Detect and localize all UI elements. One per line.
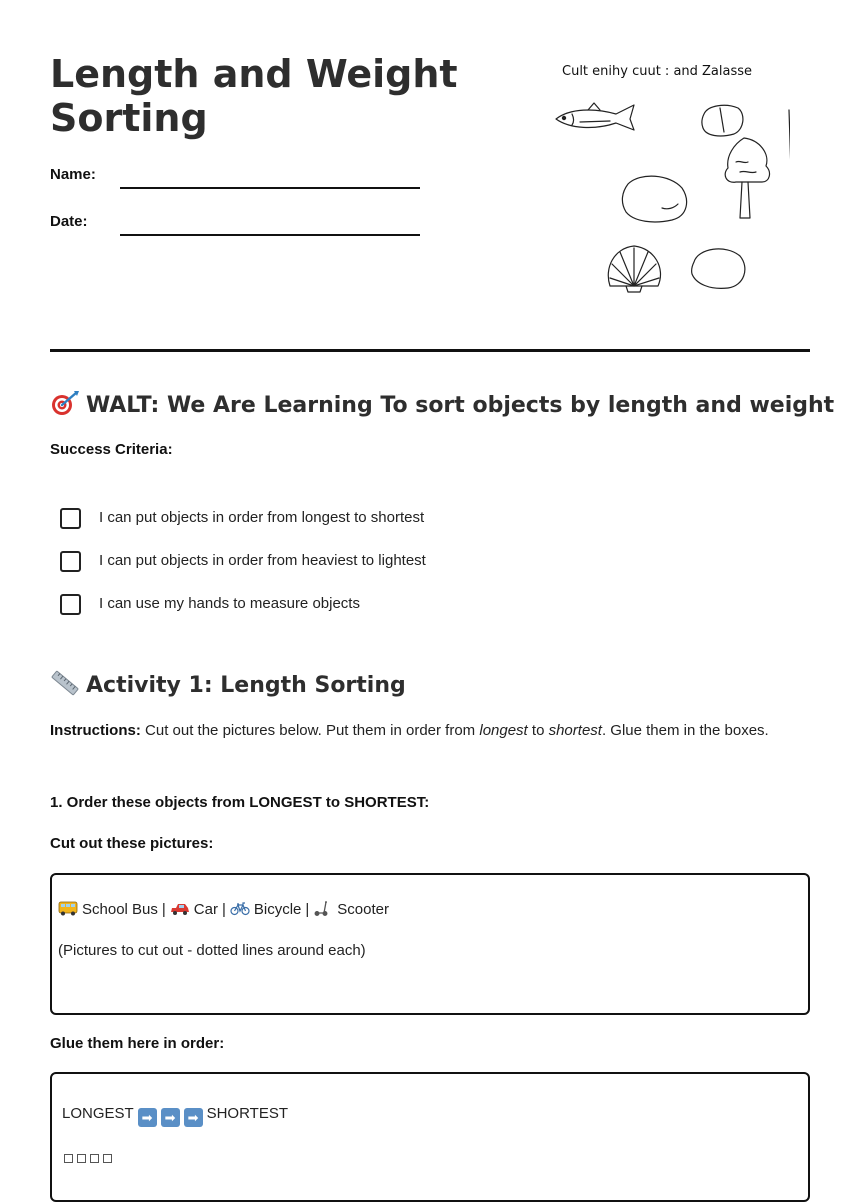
walt-heading (50, 390, 834, 418)
shell-icon (608, 246, 660, 292)
criterion-item (60, 505, 760, 548)
item-label: School Bus (82, 901, 158, 918)
date-label: Date: (50, 213, 88, 230)
walt-heading-text: WALT: We Are Learning To sort objects by length and weight (86, 393, 835, 418)
bicycle-icon (230, 901, 250, 916)
activity-1-heading-text: Activity 1: Length Sorting (86, 673, 406, 698)
cut-out-items (58, 901, 389, 918)
glue-slot-2[interactable] (77, 1154, 86, 1163)
criterion-text: I can put objects in order from longest to shortest (99, 509, 425, 526)
right-arrow-icon: ➡ (184, 1108, 203, 1127)
worksheet-header (50, 0, 810, 352)
school-bus-icon (58, 901, 78, 916)
pebble-icon (692, 249, 745, 288)
scooter-icon (313, 901, 333, 916)
right-arrow-icon: ➡ (138, 1108, 157, 1127)
order-start-label: LONGEST (62, 1105, 134, 1122)
item-separator: | (161, 901, 166, 918)
question-1: 1. Order these objects from LONGEST to SHORTEST: (50, 794, 430, 811)
criterion-item (60, 548, 760, 591)
name-label: Name: (50, 166, 96, 183)
instructions-label: Instructions: (50, 722, 141, 739)
item-label: Bicycle (253, 901, 302, 918)
order-end-label: SHORTEST (206, 1105, 288, 1122)
glue-slot-3[interactable] (90, 1154, 99, 1163)
ruler-icon (50, 670, 80, 696)
date-field[interactable] (50, 209, 420, 239)
tree-icon (725, 138, 769, 218)
instructions (50, 718, 790, 744)
success-criteria-list (60, 505, 760, 634)
worksheet-page (50, 0, 835, 1125)
cut-out-box (50, 873, 810, 1015)
date-write-line[interactable] (120, 234, 420, 236)
target-dart-icon (50, 390, 80, 416)
glue-squares (64, 1154, 116, 1166)
car-icon (170, 901, 190, 916)
instructions-text-1: Cut out the pictures below. Put them in order from (145, 722, 476, 739)
header-divider (50, 349, 810, 352)
cut-out-label: Cut out these pictures: (50, 835, 214, 852)
instructions-text-3: . Glue them in the boxes. (601, 722, 769, 739)
image-caption: Cult enihy cuut : and Zalasse (562, 64, 753, 79)
instructions-emphasis-longest: longest (479, 722, 528, 739)
name-field[interactable] (50, 162, 420, 192)
criterion-text: I can use my hands to measure objects (99, 595, 360, 612)
name-write-line[interactable] (120, 187, 420, 189)
twig-icon (789, 110, 790, 172)
nature-objects-illustration (550, 92, 790, 302)
glue-slot-1[interactable] (64, 1154, 73, 1163)
right-arrow-icon: ➡ (161, 1108, 180, 1127)
cut-out-note: (Pictures to cut out - dotted lines around each) (58, 942, 366, 959)
criterion-checkbox[interactable] (60, 508, 81, 529)
criterion-checkbox[interactable] (60, 551, 81, 572)
activity-1-heading (50, 670, 406, 698)
glue-box (50, 1072, 810, 1202)
item-label: Scooter (337, 901, 389, 918)
instructions-emphasis-shortest: shortest (548, 722, 602, 739)
small-stone-icon (702, 105, 743, 136)
title-line-2: Sorting (50, 96, 208, 140)
fish-icon (556, 103, 634, 130)
item-separator: | (305, 901, 310, 918)
glue-slot-4[interactable] (103, 1154, 112, 1163)
criterion-text: I can put objects in order from heaviest to lightest (99, 552, 426, 569)
criterion-item (60, 591, 760, 634)
item-label: Car (193, 901, 218, 918)
order-guide (62, 1105, 288, 1127)
instructions-text-2: to (531, 722, 545, 739)
criterion-checkbox[interactable] (60, 594, 81, 615)
page-title (50, 52, 470, 140)
item-separator: | (221, 901, 226, 918)
success-criteria-label: Success Criteria: (50, 441, 173, 458)
glue-label: Glue them here in order: (50, 1035, 225, 1052)
large-stone-icon (622, 176, 686, 222)
title-line-1: Length and Weight (50, 52, 458, 96)
